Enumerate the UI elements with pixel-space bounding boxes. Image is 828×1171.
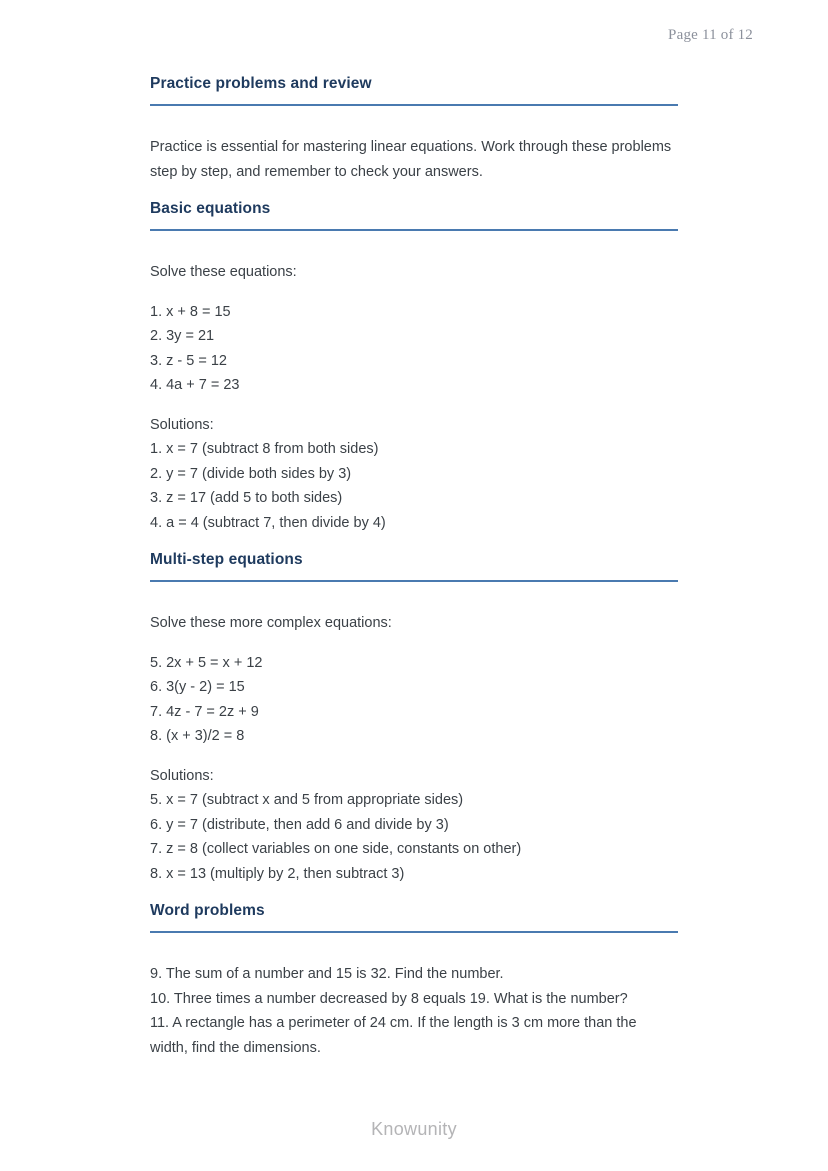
problem-item: 11. A rectangle has a perimeter of 24 cm. If the length is 3 cm more than the width, find the dimensions. (150, 1015, 637, 1056)
problem-item: 5. 2x + 5 = x + 12 (150, 654, 263, 671)
problem-item: 8. (x + 3)/2 = 8 (150, 728, 245, 744)
footer (0, 1119, 828, 1140)
solution-item: 5. x = 7 (subtract x and 5 from appropriate sides) (150, 792, 464, 808)
section-heading-multi-step-equations: Multi-step equations (150, 550, 678, 582)
solutions-label: Solutions: (150, 416, 214, 433)
section-heading-word-problems: Word problems (150, 901, 678, 933)
basic-equations-problem-list (150, 300, 678, 398)
multi-step-equations-solution-list (150, 764, 678, 887)
problem-item: 4. 4a + 7 = 23 (150, 377, 240, 393)
problem-item: 3. z - 5 = 12 (150, 352, 227, 369)
problem-item: 6. 3(y - 2) = 15 (150, 679, 245, 695)
multi-step-equations-intro: Solve these more complex equations: (150, 615, 392, 631)
problem-item: 2. 3y = 21 (150, 328, 215, 344)
page-content (150, 0, 678, 1075)
solution-item: 7. z = 8 (collect variables on one side, constants on other) (150, 841, 522, 857)
intro-paragraph: Practice is essential for mastering linear equations. Work through these problems step by step, and remember to check your answers. (150, 139, 672, 180)
solutions-label: Solutions: (150, 767, 214, 784)
solution-item: 8. x = 13 (multiply by 2, then subtract 3) (150, 865, 405, 882)
solution-item: 2. y = 7 (divide both sides by 3) (150, 465, 352, 482)
solution-item: 6. y = 7 (distribute, then add 6 and divide by 3) (150, 816, 449, 833)
solution-item: 4. a = 4 (subtract 7, then divide by 4) (150, 514, 386, 531)
section-heading-practice-problems: Practice problems and review (150, 74, 678, 106)
problem-item: 7. 4z - 7 = 2z + 9 (150, 703, 259, 720)
problem-item: 1. x + 8 = 15 (150, 303, 231, 320)
multi-step-equations-problem-list (150, 651, 678, 749)
problem-item: 9. The sum of a number and 15 is 32. Find the number. (150, 966, 504, 982)
solution-item: 3. z = 17 (add 5 to both sides) (150, 490, 343, 506)
section-heading-basic-equations: Basic equations (150, 199, 678, 231)
word-problems-list (150, 962, 678, 1060)
page-number: Page 11 of 12 (668, 27, 753, 43)
footer-brand: Knowunity (371, 1119, 457, 1139)
problem-item: 10. Three times a number decreased by 8 equals 19. What is the number? (150, 990, 628, 1007)
solution-item: 1. x = 7 (subtract 8 from both sides) (150, 441, 379, 457)
basic-equations-intro: Solve these equations: (150, 264, 297, 280)
basic-equations-solution-list (150, 413, 678, 536)
